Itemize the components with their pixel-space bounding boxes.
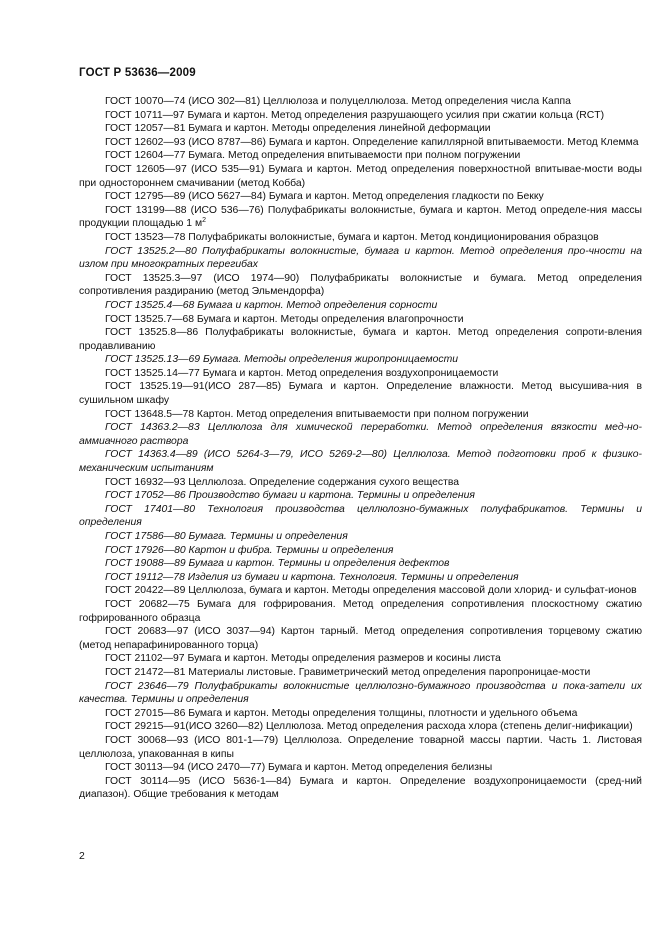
standard-reference-entry (79, 109, 642, 123)
standard-reference-text: ГОСТ 14363.2—83 Целлюлоза для химической переработки. Метод определения вязкости мед-но-аммиачного раствора (79, 422, 642, 447)
standard-reference-entry (79, 408, 642, 422)
standard-reference-text: ГОСТ 13199—88 (ИСО 536—76) Полуфабрикаты волокнистые, бумага и картон. Метод определе-ния массы продукции площадью 1 м (79, 204, 642, 230)
standard-reference-entry (79, 163, 642, 190)
standard-reference-text: ГОСТ 20682—75 Бумага для гофрирования. Метод определения сопротивления плоскостному сжатию гофрированного образца (79, 598, 642, 624)
standard-reference-text: ГОСТ 10711—97 Бумага и картон. Метод определения разрушающего усилия при сжатии кольца (RCT) (105, 109, 605, 121)
standard-reference-entry (79, 149, 642, 163)
standard-reference-text: ГОСТ 30113—94 (ИСО 2470—77) Бумага и картон. Метод определения белизны (105, 762, 493, 774)
standard-reference-text: ГОСТ 12795—89 (ИСО 5627—84) Бумага и картон. Метод определения гладкости по Бекку (105, 191, 544, 203)
standard-reference-entry (79, 557, 642, 571)
standard-reference-entry (79, 448, 642, 475)
standard-reference-text: ГОСТ 13525.14—77 Бумага и картон. Метод определения воздухопроницаемости (105, 367, 499, 379)
standard-reference-entry (79, 734, 642, 761)
standard-reference-entry (79, 231, 642, 245)
standard-reference-text: ГОСТ 20683—97 (ИСО 3037—94) Картон тарный. Метод определения сопротивления торцевому сжатию (метод непарафинированного торца) (79, 626, 642, 651)
standards-reference-list (79, 95, 642, 802)
standard-reference-entry (79, 122, 642, 136)
standard-reference-entry (79, 95, 642, 109)
standard-reference-entry (79, 652, 642, 666)
standard-reference-entry (79, 707, 642, 721)
standard-reference-entry (79, 625, 642, 652)
page-number: 2 (79, 851, 85, 862)
standard-reference-text: ГОСТ 10070—74 (ИСО 302—81) Целлюлоза и полуцеллюлоза. Метод определения числа Каппа (105, 96, 571, 107)
superscript: 2 (202, 217, 206, 225)
standard-reference-entry (79, 680, 642, 707)
standard-reference-entry (79, 353, 642, 367)
standard-reference-entry (79, 190, 642, 204)
standard-reference-text: ГОСТ 13525.3—97 (ИСО 1974—90) Полуфабрикаты волокнистые и бумага. Метод определения сопротивления раздиранию (метод Эльмендорфа) (79, 272, 642, 298)
standard-reference-text: ГОСТ 19112—78 Изделия из бумаги и картона. Технология. Термины и определения (105, 571, 519, 583)
standard-reference-entry (79, 421, 642, 448)
standard-reference-entry (79, 272, 642, 299)
standard-reference-text: ГОСТ 13648.5—78 Картон. Метод определения впитываемости при полном погружении (105, 408, 529, 420)
standard-reference-text: ГОСТ 12057—81 Бумага и картон. Методы определения линейной деформации (105, 123, 491, 135)
standard-reference-entry (79, 245, 642, 272)
standard-reference-text: ГОСТ 21102—97 Бумага и картон. Методы определения размеров и косины листа (105, 653, 501, 665)
standard-reference-text: ГОСТ 13525.8—86 Полуфабрикаты волокнистые, бумага и картон. Метод определения сопроти-вления продавливанию (79, 327, 642, 352)
standard-reference-text: ГОСТ 13523—78 Полуфабрикаты волокнистые, бумага и картон. Метод кондиционирования образцов (105, 231, 599, 243)
standard-reference-entry (79, 720, 642, 734)
standard-reference-entry (79, 571, 642, 585)
standard-reference-entry (79, 666, 642, 680)
standard-reference-text: ГОСТ 30114—95 (ИСО 5636-1—84) Бумага и картон. Определение воздухопроницаемости (сред-ний диапазон). Общие требования к методам (79, 775, 642, 801)
standard-reference-entry (79, 489, 642, 503)
standard-reference-entry (79, 544, 642, 558)
standard-reference-text: ГОСТ 23646—79 Полуфабрикаты волокнистые целлюлозно-бумажного производства и пока-затели их качества. Термины и определения (79, 680, 642, 706)
standard-reference-text: ГОСТ 29215—91(ИСО 3260—82) Целлюлоза. Метод определения расхода хлора (степень делиг-нификации) (105, 721, 633, 733)
document-header: ГОСТ Р 53636—2009 (79, 67, 196, 79)
standard-reference-text: ГОСТ 16932—93 Целлюлоза. Определение содержания сухого вещества (105, 476, 460, 488)
standard-reference-text: ГОСТ 20422—89 Целлюлоза, бумага и картон. Методы определения массовой доли хлорид- и сульфат-ионов (105, 585, 637, 597)
standard-reference-entry (79, 503, 642, 530)
standard-reference-entry (79, 775, 642, 802)
standard-reference-text: ГОСТ 17401—80 Технология производства целлюлозно-бумажных полуфабрикатов. Термины и определения (79, 503, 642, 529)
standard-reference-entry (79, 598, 642, 625)
standard-reference-entry (79, 136, 642, 150)
standard-reference-text: ГОСТ 21472—81 Материалы листовые. Гравиметрический метод определения паропроницае-мости (105, 666, 591, 678)
standard-reference-text: ГОСТ 13525.13—69 Бумага. Методы определения жиропроницаемости (105, 354, 459, 366)
standard-reference-entry (79, 313, 642, 327)
standard-reference-entry (79, 367, 642, 381)
standard-reference-text: ГОСТ 13525.2—80 Полуфабрикаты волокнистые, бумага и картон. Метод определения про-чности на излом при многократных перегибах (79, 245, 642, 271)
standard-reference-entry (79, 584, 642, 598)
standard-reference-entry (79, 530, 642, 544)
standard-reference-text: ГОСТ 27015—86 Бумага и картон. Методы определения толщины, плотности и удельного объема (105, 707, 578, 719)
standard-reference-entry (79, 299, 642, 313)
standard-reference-entry (79, 476, 642, 490)
standard-reference-text: ГОСТ 17586—80 Бумага. Термины и определения (105, 531, 348, 542)
standard-reference-text: ГОСТ 13525.7—68 Бумага и картон. Методы определения влагопрочности (105, 313, 464, 325)
standard-reference-text: ГОСТ 30068—93 (ИСО 801-1—79) Целлюлоза. Определение товарной массы партии. Часть 1. Листовая целлюлоза, упакованная в кипы (79, 734, 642, 760)
standard-reference-text: ГОСТ 17926—80 Картон и фибра. Термины и определения (105, 544, 394, 556)
standard-reference-entry (79, 380, 642, 407)
standard-reference-text: ГОСТ 17052—86 Производство бумаги и картона. Термины и определения (105, 490, 475, 502)
standard-reference-entry (79, 204, 642, 231)
standard-reference-text: ГОСТ 19088—89 Бумага и картон. Термины и определения дефектов (105, 558, 450, 570)
standard-reference-text: ГОСТ 12602—93 (ИСО 8787—86) Бумага и картон. Определение капиллярной впитываемости. Метод Клемма (105, 136, 639, 148)
standard-reference-text: ГОСТ 12604—77 Бумага. Метод определения впитываемости при полном погружении (105, 150, 521, 162)
standard-reference-entry (79, 761, 642, 775)
standard-reference-text: ГОСТ 12605—97 (ИСО 535—91) Бумага и картон. Метод определения поверхностной впитывае-мости воды при одностороннем смачивании (метод Кобба) (79, 163, 642, 189)
standard-reference-text: ГОСТ 13525.19—91(ИСО 287—85) Бумага и картон. Определение влажности. Метод высушива-ния в сушильном шкафу (79, 381, 642, 407)
standard-reference-text: ГОСТ 14363.4—89 (ИСО 5264-3—79, ИСО 5269-2—80) Целлюлоза. Метод подготовки проб к физико-механическим испытаниям (79, 449, 642, 475)
standard-reference-entry (79, 326, 642, 353)
standard-reference-text: ГОСТ 13525.4—68 Бумага и картон. Метод определения сорности (105, 299, 438, 311)
